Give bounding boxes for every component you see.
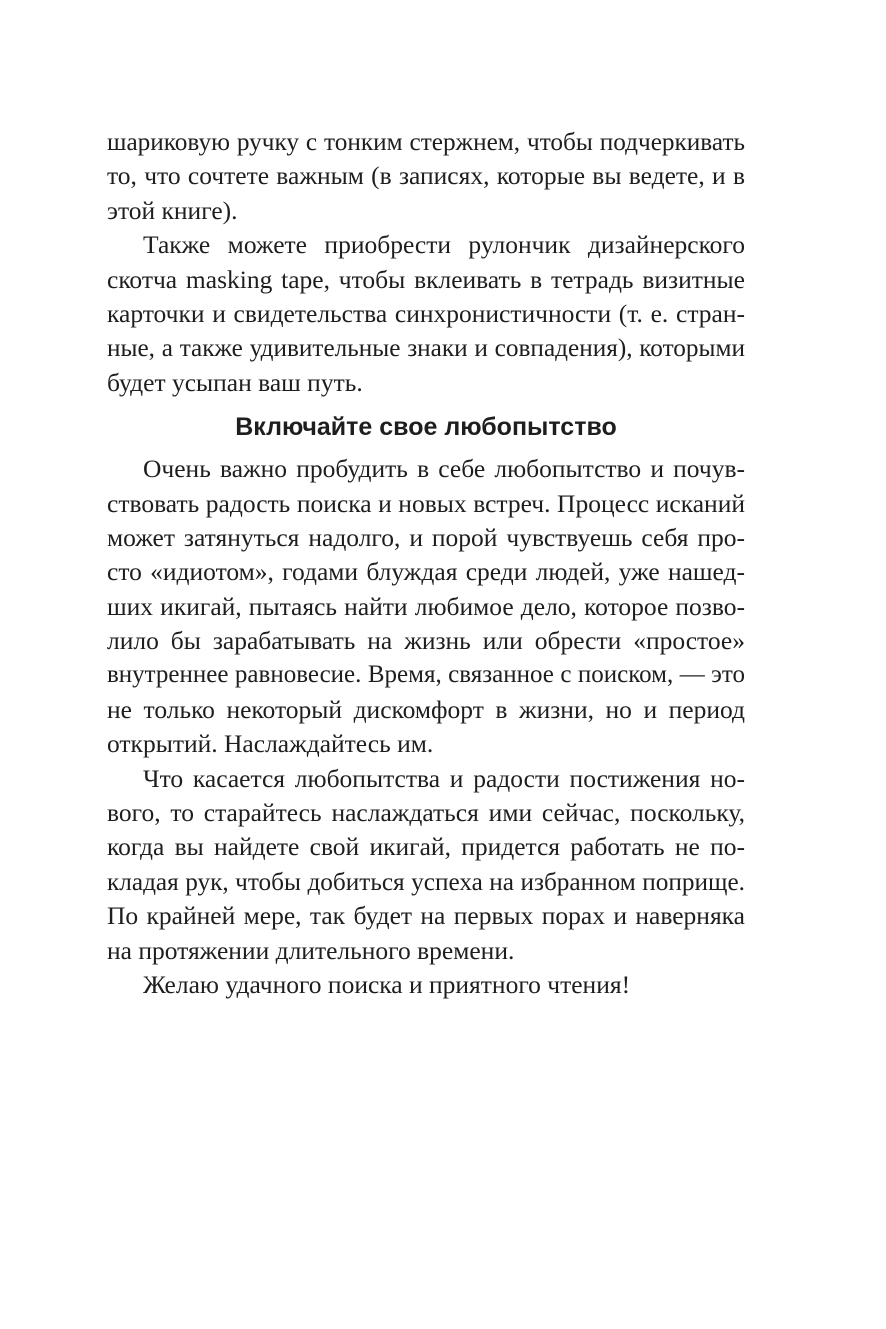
page-body (107, 125, 745, 1002)
text-line: карточки и свидетельства синхронистичности (т. е. стран- (107, 298, 745, 328)
text-line: Что касается любопытства и радости постижения но- (143, 763, 745, 793)
text-line: ствовать радость поиска и новых встреч. Процесс исканий (107, 488, 745, 518)
text-line: Также можете приобрести рулончик дизайнерского (143, 230, 745, 260)
text-line: шариковую ручку с тонким стержнем, чтобы подчеркивать (107, 128, 745, 156)
text-line: сто «идиотом», годами блуждая среди людей, уже нашед- (107, 557, 745, 587)
paragraph (107, 968, 745, 1002)
text-line: лило бы зарабатывать на жизнь или обрести «простое» (107, 626, 745, 656)
paragraph (107, 452, 745, 762)
text-line: не только некоторый дискомфорт в жизни, но и период (107, 694, 745, 724)
section-heading: Включайте свое любопытство (235, 413, 617, 442)
text-line: ные, а также удивительные знаки и совпадения), которыми (107, 334, 745, 363)
text-line: этой книге). (107, 195, 238, 225)
text-line: Желаю удачного поиска и приятного чтения! (143, 969, 631, 999)
text-line: может затянуться надолго, и порой чувствуешь себя про- (107, 522, 745, 552)
paragraph (107, 228, 745, 400)
paragraph (107, 762, 745, 968)
text-line: на протяжении длительного времени. (107, 935, 515, 965)
text-line: открытий. Наслаждайтесь им. (107, 729, 434, 759)
text-line: вого, то старайтесь наслаждаться ими сейчас, поскольку, (107, 798, 745, 828)
text-line: Очень важно пробудить в себе любопытство и почув- (143, 454, 745, 484)
text-line: скотча masking tape, чтобы вклеивать в тетрадь визитные (107, 264, 745, 294)
paragraph (107, 125, 745, 228)
text-line: то, что сочтете важным (в записях, которые вы ведете, и в (107, 161, 745, 191)
text-line: ших икигай, пытаясь найти любимое дело, которое позво- (107, 591, 745, 621)
text-line: кладая рук, чтобы добиться успеха на избранном поприще. (107, 867, 745, 896)
text-line: когда вы найдете свой икигай, придется работать не по- (107, 832, 745, 862)
text-line: По крайней мере, так будет на первых порах и наверняка (107, 901, 745, 931)
text-line: будет усыпан ваш путь. (107, 367, 363, 397)
text-line: внутреннее равновесие. Время, связанное с поиском, — это (107, 661, 745, 689)
